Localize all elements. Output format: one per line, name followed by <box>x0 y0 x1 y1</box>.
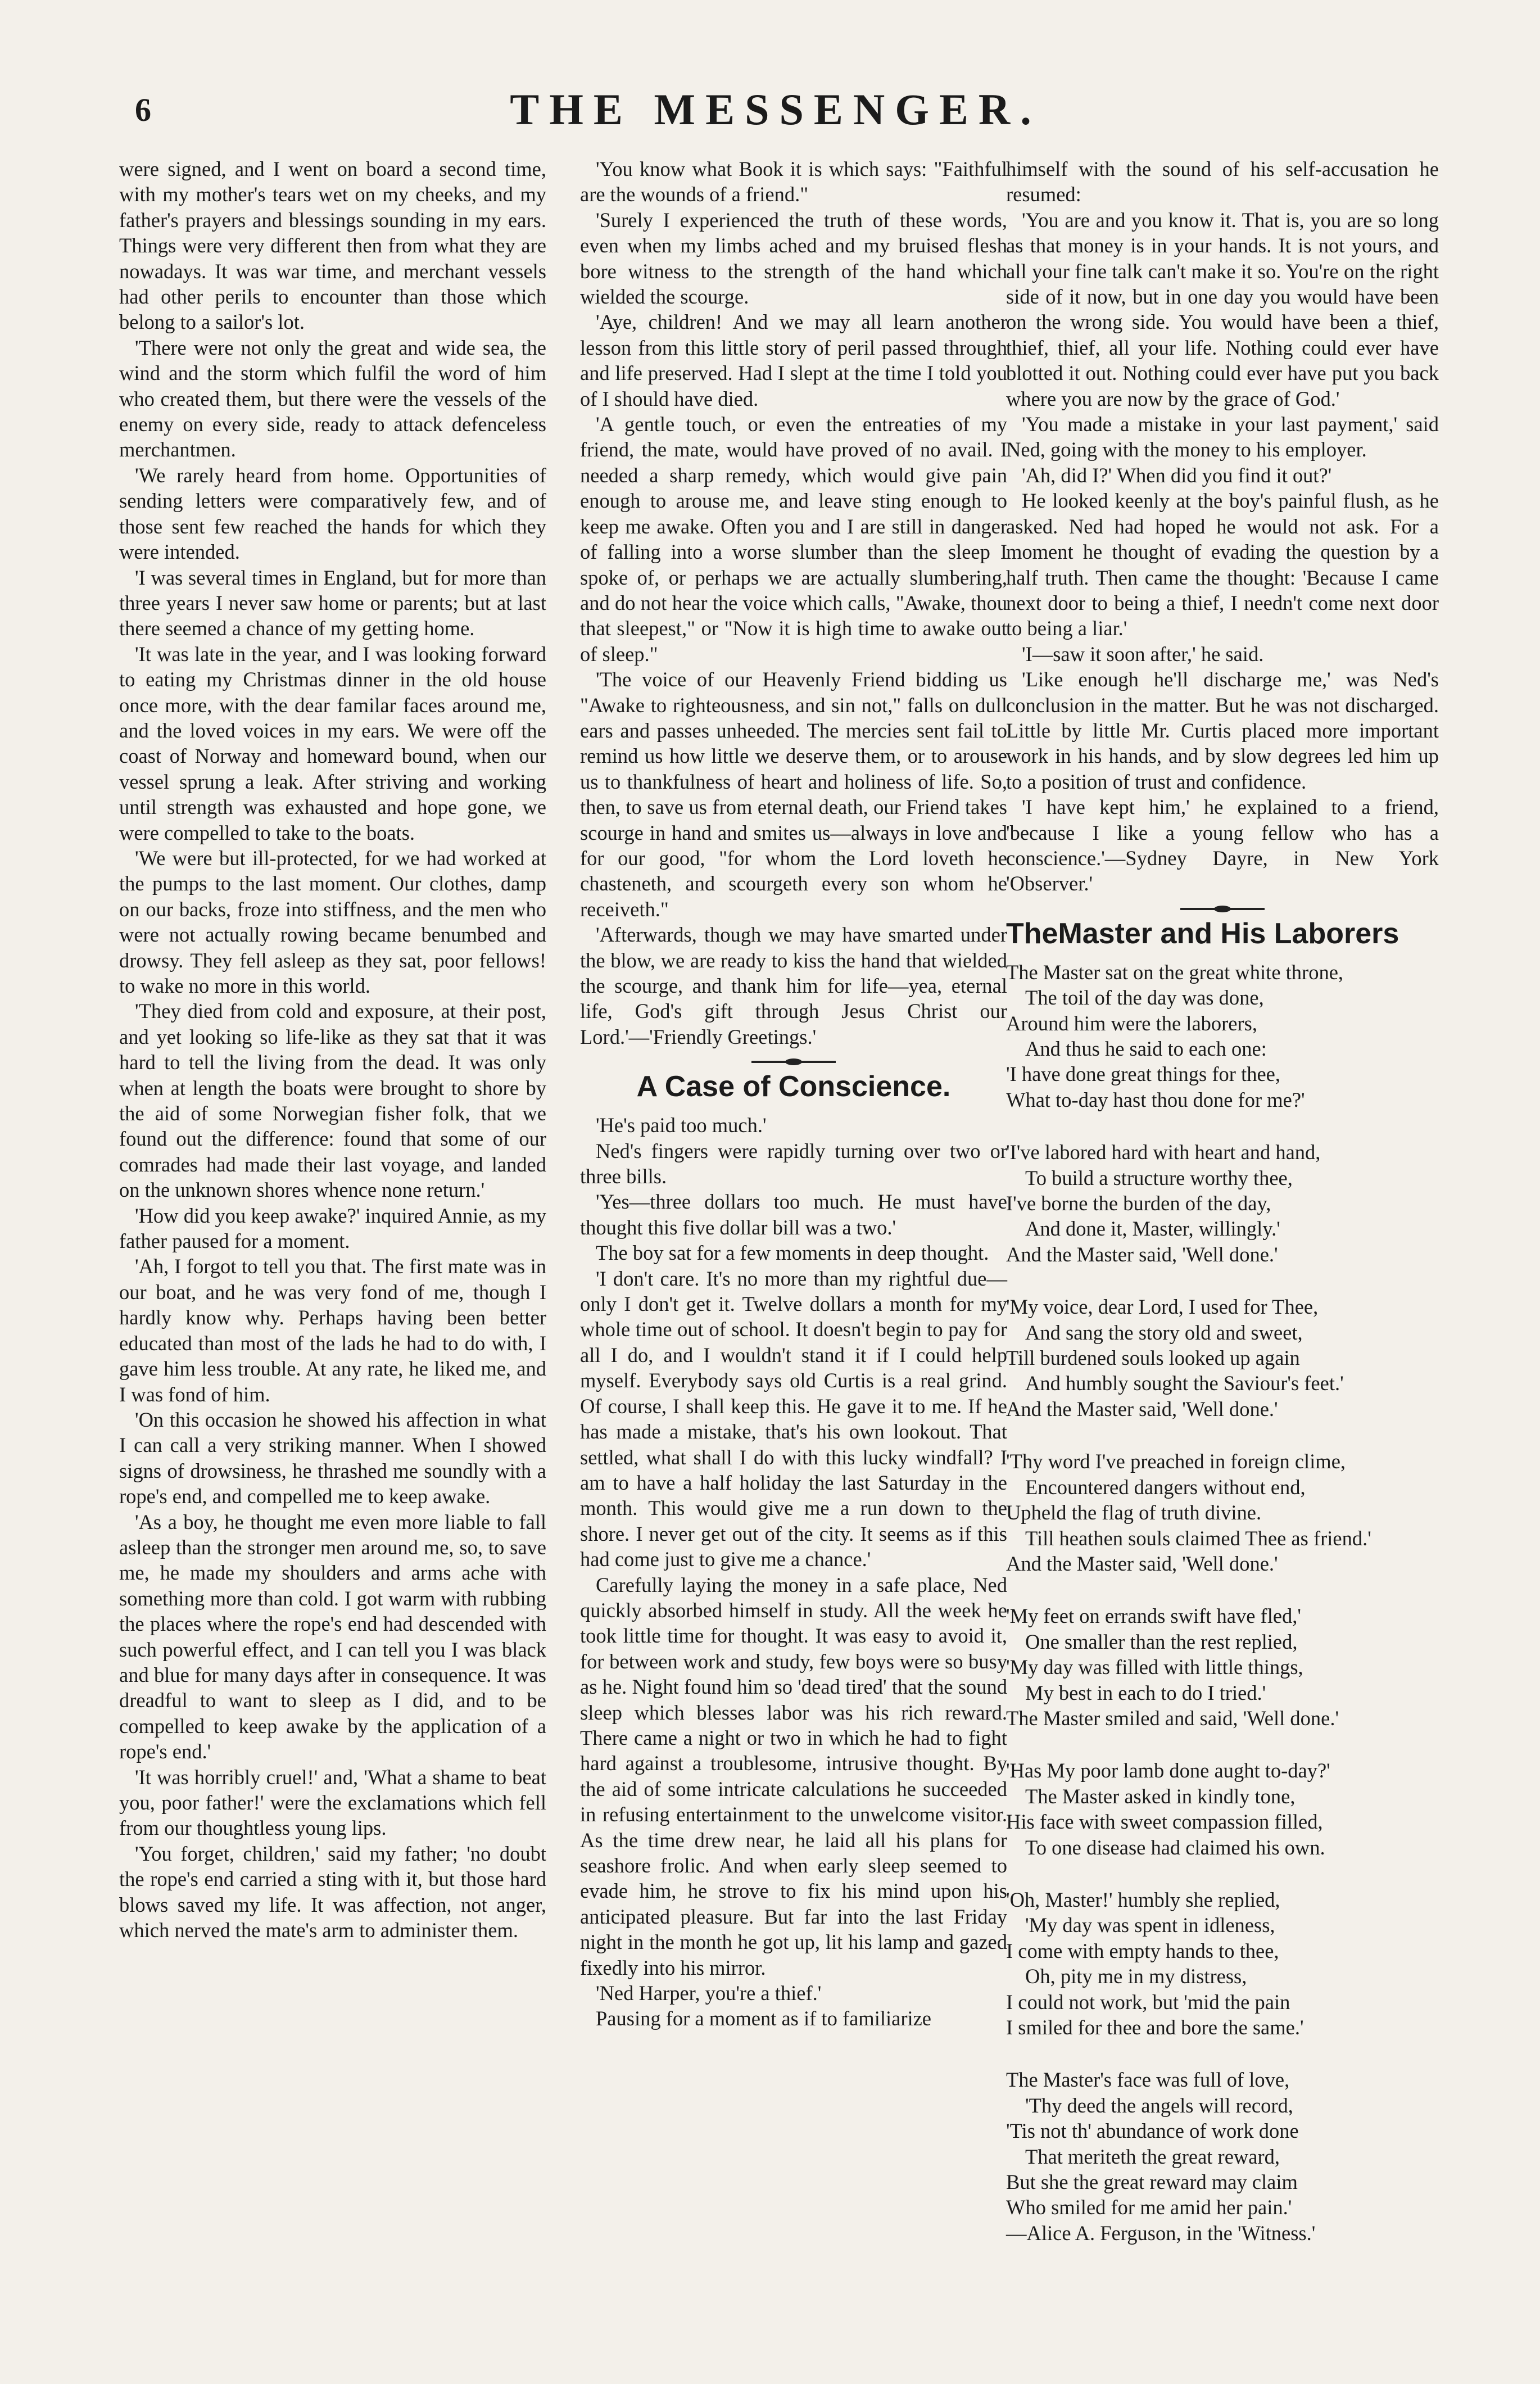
paragraph: 'I have kept him,' he explained to a friend, 'because I like a young fellow who has a conscience.'—Sydney Dayre, in New York 'Observer.' <box>1006 795 1439 895</box>
poem-line: And the Master said, 'Well done.' <box>1006 1242 1278 1266</box>
poem-line: And done it, Master, willingly.' <box>1025 1217 1280 1241</box>
poem-line: 'I have done great things for thee, <box>1006 1062 1280 1086</box>
paragraph: Pausing for a moment as if to familiarize <box>596 2007 932 2030</box>
poem-line: One smaller than the rest replied, <box>1025 1630 1298 1653</box>
paragraph: Carefully laying the money in a safe place, Ned quickly absorbed himself in study. All the week he took little time for thought. It was easy to avoid it, for between work and study, few boys were so busy as he. Night found him so 'dead tired' that the sound sleep which blesses labor was his rich reward. There came a night or two in which he had to fight hard against a troublesome, intrusive thought. By the aid of some intricate calculations he succeeded in refusing entertainment to the unwelcome visitor. As the time drew near, he laid all his plans for seashore frolic. And when early sleep seemed to evade him, he strove to fix his mind upon his anticipated pleasure. But far into the last Friday night in the month he got up, lit his lamp and gazed fixedly into his mirror. <box>580 1573 1007 1979</box>
poem-line: I smiled for thee and bore the same.' <box>1006 2016 1304 2039</box>
poem-line: 'Has My poor lamb done aught to-day?' <box>1006 1759 1330 1783</box>
paragraph: himself with the sound of his self-accusation he resumed: <box>1006 157 1439 206</box>
poem-line: What to-day hast thou done for me?' <box>1006 1088 1305 1111</box>
poem-line: I could not work, but 'mid the pain <box>1006 1990 1290 2014</box>
poem-line: Oh, pity me in my distress, <box>1025 1965 1247 1988</box>
paragraph: 'It was horribly cruel!' and, 'What a shame to beat you, poor father!' were the exclamations which fell from our thoughtless young lips. <box>119 1765 546 1840</box>
poem-line: To build a structure worthy thee, <box>1025 1166 1293 1189</box>
poem-line: And humbly sought the Saviour's feet.' <box>1025 1372 1344 1395</box>
masthead-bar <box>129 84 1422 141</box>
paragraph: 'The voice of our Heavenly Friend bidding us "Awake to righteousness, and sin not," falls on dull ears and passes unheeded. The mercies sent fail to remind us how little we deserve them, or to arouse us to thankfulness of heart and holiness of life. So, then, to save us from eternal death, our Friend takes scourge in hand and smites us—always in love and for our good, "for whom the Lord loveth he chasteneth, and scourgeth every son whom he receiveth." <box>580 668 1007 921</box>
poem-line: 'Oh, Master!' humbly she replied, <box>1006 1888 1280 1911</box>
poem-stanza <box>1006 1603 1439 1731</box>
paragraph: 'Yes—three dollars too much. He must have thought this five dollar bill was a two.' <box>580 1190 1007 1239</box>
poem-line: Who smiled for me amid her pain.' <box>1006 2196 1292 2219</box>
poem-line: 'My day was filled with little things, <box>1006 1655 1303 1679</box>
poem-line: My best in each to do I tried.' <box>1025 1681 1266 1704</box>
article-title: A Case of Conscience. <box>636 1070 951 1103</box>
poem-line: Till heathen souls claimed Thee as friend.' <box>1025 1526 1371 1550</box>
paragraph: 'How did you keep awake?' inquired Annie, as my father paused for a moment. <box>119 1204 546 1253</box>
poem-line: The Master's face was full of love, <box>1006 2068 1290 2092</box>
paragraph: 'A gentle touch, or even the entreaties of my friend, the mate, would have proved of no avail. I needed a sharp remedy, which would give pain enough to arouse me, and leave sting enough to keep me awake. Often you and I are still in danger of falling into a worse slumber than the sleep I spoke of, or perhaps we are actually slumbering, and do not hear the voice which calls, "Awake, thou that sleepest," or "Now it is high time to awake out of sleep." <box>580 413 1007 666</box>
section-divider <box>1180 908 1265 910</box>
poem-stanza <box>1006 1449 1439 1576</box>
poem-line: I've borne the burden of the day, <box>1006 1192 1271 1215</box>
poem-line: 'My day was spent in idleness, <box>1025 1913 1275 1937</box>
poem-stanza <box>1006 1139 1439 1267</box>
paragraph: 'You made a mistake in your last payment,' said Ned, going with the money to his employer. <box>1006 413 1439 462</box>
paragraph: 'As a boy, he thought me even more liable to fall asleep than the stronger men around me, so, to save me, he made my shoulders and arms ache with something more than cold. I got warm with rubbing the places where the rope's end had descended with such powerful effect, and I can tell you I was black and blue for many days after in consequence. It was dreadful to want to sleep as I did, and to be compelled to keep awake by the application of a rope's end.' <box>119 1510 546 1763</box>
poem-attribution: —Alice A. Ferguson, in the 'Witness.' <box>1006 2221 1316 2245</box>
paragraph: 'Surely I experienced the truth of these words, even when my limbs ached and my bruised flesh bore witness to the strength of the hand which wielded the scourge. <box>580 208 1007 309</box>
page-number: 6 <box>135 92 151 128</box>
paragraph: 'Ah, did I?' When did you find it out?' <box>1022 463 1332 487</box>
paragraph: 'There were not only the great and wide sea, the wind and the storm which fulfil the word of him who created them, but there were the vessels of the enemy on every side, ready to attack defenceless merchantmen. <box>119 336 546 462</box>
poem-stanza <box>1006 1887 1439 2040</box>
paragraph: 'You are and you know it. That is, you are so long as that money is in your hands. It is not yours, and all your fine talk can't make it so. You're on the right side of it now, but in one day you would have been on the wrong side. You would have been a thief, thief, thief, all your life. Nothing could ever have blotted it out. Nothing could ever have put you back where you are now by the grace of God.' <box>1006 208 1439 410</box>
poem-line: 'I've labored hard with heart and hand, <box>1006 1141 1321 1164</box>
paragraph: 'You know what Book it is which says: "Faithful are the wounds of a friend." <box>580 157 1007 206</box>
column-3 <box>1006 156 1439 2246</box>
poem-line: But she the great reward may claim <box>1006 2170 1298 2194</box>
poem-line: Encountered dangers without end, <box>1025 1475 1306 1499</box>
paragraph: The boy sat for a few moments in deep thought. <box>596 1241 989 1265</box>
paragraph: Ned's fingers were rapidly turning over two or three bills. <box>580 1139 1007 1188</box>
poem-line: 'Tis not th' abundance of work done <box>1006 2119 1299 2143</box>
poem-line: 'Thy deed the angels will record, <box>1025 2093 1293 2117</box>
poem-line: The toil of the day was done, <box>1025 986 1264 1010</box>
paragraph: 'Aye, children! And we may all learn another lesson from this little story of peril passed through and life preserved. Had I slept at the time I told you of I should have died. <box>580 310 1007 410</box>
poem-stanza <box>1006 1294 1439 1422</box>
paragraph: 'It was late in the year, and I was looking forward to eating my Christmas dinner in the old house once more, with the dear familar faces around me, and the loved voices in my ears. We were off the coast of Norway and homeward bound, when our vessel sprung a leak. After striving and working until strength was exhausted and hope gone, we were compelled to take to the boats. <box>119 642 546 844</box>
paragraph: 'He's paid too much.' <box>596 1114 767 1137</box>
paragraph: 'Like enough he'll discharge me,' was Ned's conclusion in the matter. But he was not discharged. Little by little Mr. Curtis placed more important work in his hands, and by slow degrees led him up to a position of trust and confidence. <box>1006 668 1439 793</box>
newspaper-masthead: THE MESSENGER. <box>510 85 1041 134</box>
column-2 <box>580 156 1007 2032</box>
poem-line: And the Master said, 'Well done.' <box>1006 1397 1278 1421</box>
paragraph: 'I was several times in England, but for more than three years I never saw home or parents; but at last there seemed a chance of my getting home. <box>119 566 546 640</box>
poem-line: The Master asked in kindly tone, <box>1025 1784 1296 1808</box>
paragraph: 'Afterwards, though we may have smarted under the blow, we are ready to kiss the hand that wielded the scourge, and thank him for life—yea, eternal life, God's gift through Jesus Christ our Lord.'—'Friendly Greetings.' <box>580 923 1007 1048</box>
paragraph: 'They died from cold and exposure, at their post, and yet looking so life-like as they sat that it was hard to tell the living from the dead. It was only when at length the boats were brought to shore by the aid of some Norwegian fisher folk, that we found out the difference: found that some of our comrades had made their last voyage, and landed on the unknown shores whence none return.' <box>119 999 546 1202</box>
paragraph: were signed, and I went on board a second time, with my mother's tears wet on my cheeks, and my father's prayers and blessings sounding in my ears. Things were very different then from what they are nowadays. It was war time, and merchant vessels had other perils to encounter than those which belong to a sailor's lot. <box>119 157 546 334</box>
paragraph: 'We were but ill-protected, for we had worked at the pumps to the last moment. Our clothes, damp on our backs, froze into stiffness, and the men who were not actually rowing became benumbed and drowsy. They fell asleep as they sat, poor fellows! to wake no more in this world. <box>119 846 546 997</box>
poem-line: The Master sat on the great white throne, <box>1006 960 1344 984</box>
paragraph: 'I don't care. It's no more than my rightful due—only I don't get it. Twelve dollars a month for my whole time out of school. It doesn't begin to pay for all I do, and I wouldn't stand it if I could help myself. Everybody says old Curtis is a real grind. Of course, I shall keep this. He gave it to me. If he has made a mistake, that's his own lookout. That settled, what shall I do with this lucky windfall? I am to have a half holiday the last Saturday in the month. This would give me a run down to the shore. I never get out of the city. It seems as if this had come just to give me a chance.' <box>580 1266 1007 1571</box>
poem-line: To one disease had claimed his own. <box>1025 1835 1325 1859</box>
poem-line: His face with sweet compassion filled, <box>1006 1810 1323 1834</box>
poem-stanza <box>1006 1758 1439 1860</box>
poem-line: 'My voice, dear Lord, I used for Thee, <box>1006 1295 1319 1319</box>
poem-line: 'My feet on errands swift have fled,' <box>1006 1604 1301 1628</box>
poem-line: The Master smiled and said, 'Well done.' <box>1006 1706 1339 1730</box>
poem-line: And the Master said, 'Well done.' <box>1006 1551 1278 1575</box>
poem-line: I come with empty hands to thee, <box>1006 1939 1279 1962</box>
paragraph: 'Ned Harper, you're a thief.' <box>596 1982 822 2005</box>
paragraph: 'We rarely heard from home. Opportunities of sending letters were comparatively few, and of those sent few reached the hands for which they were intended. <box>119 463 546 564</box>
poem-line: And sang the story old and sweet, <box>1025 1320 1303 1344</box>
poem-line: That meriteth the great reward, <box>1025 2145 1280 2168</box>
paragraph: 'On this occasion he showed his affection in what I can call a very striking manner. When I showed signs of drowsiness, he thrashed me soundly with a rope's end, and compelled me to keep awake. <box>119 1408 546 1508</box>
poem-line: Upheld the flag of truth divine. <box>1006 1501 1262 1525</box>
poem-title: TheMaster and His Laborers <box>1006 917 1399 950</box>
section-divider <box>751 1061 836 1063</box>
poem-line: And thus he said to each one: <box>1025 1037 1267 1060</box>
paragraph: 'Ah, I forgot to tell you that. The first mate was in our boat, and he was very fond of me, though I hardly know why. Perhaps having been better educated than most of the lads he had to do with, I gave him less trouble. At any rate, he liked me, and I was fond of him. <box>119 1255 546 1406</box>
paragraph: 'You forget, children,' said my father; 'no doubt the rope's end carried a sting with it, but those hard blows saved my life. It was affection, not anger, which nerved the mate's arm to administer them. <box>119 1842 546 1942</box>
poem-line: 'Thy word I've preached in foreign clime, <box>1006 1450 1346 1473</box>
paragraph: He looked keenly at the boy's painful flush, as he asked. Ned had hoped he would not ask. For a moment he thought of evading the question by a half truth. Then came the thought: 'Because I came next door to being a thief, I needn't come next door to being a liar.' <box>1006 489 1439 640</box>
paragraph: 'I—saw it soon after,' he said. <box>1022 642 1264 666</box>
column-1 <box>119 156 546 1943</box>
poem-line: Till burdened souls looked up again <box>1006 1346 1300 1370</box>
poem-stanza <box>1006 2067 1439 2246</box>
poem-stanza <box>1006 960 1439 1112</box>
poem-line: Around him were the laborers, <box>1006 1011 1257 1035</box>
